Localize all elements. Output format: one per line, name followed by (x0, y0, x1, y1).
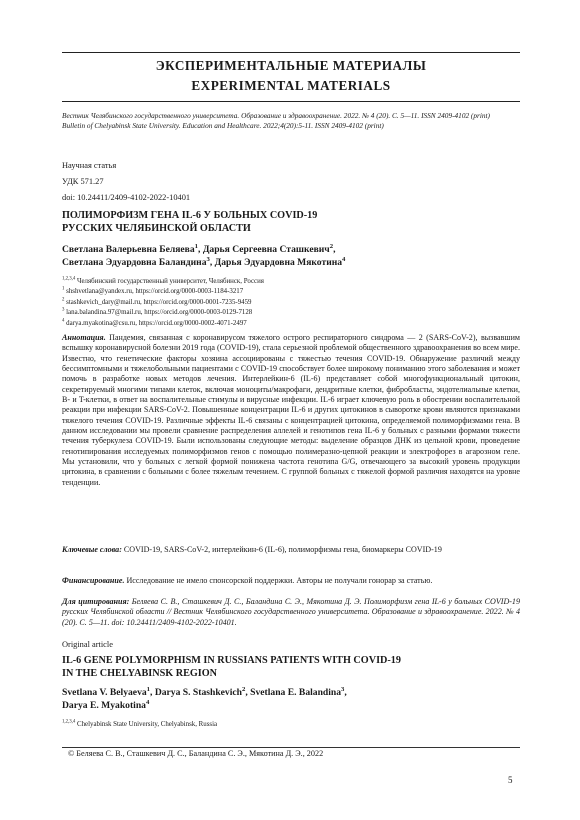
funding-label: Финансирование. (62, 576, 125, 585)
affiliation-org-text: Челябинский государственный университет, Челябинск, Россия (75, 278, 264, 285)
author-3: Светлана Эдуардовна Баландина (62, 256, 207, 268)
authors-en-line1 (62, 687, 520, 700)
authors-ru-line1: Светлана Валерьевна Беляева$^1$, Дарья Сергеевна Сташкевич$^2$, (62, 242, 336, 255)
citation (62, 597, 520, 628)
email-3-text: lana.balandina.97@mail.ru, https://orcid.org/0000-0003-0129-7128 (64, 309, 253, 317)
article-title-en (62, 655, 520, 680)
header-bottom-rule (62, 101, 520, 102)
authors-en-line2 (62, 700, 520, 713)
affiliation-en-text: Chelyabinsk State University, Chelyabinsk, Russia (75, 721, 218, 728)
authors-ru (62, 244, 520, 269)
affiliation-email-2 (62, 298, 520, 308)
email-1-sup: 1 (62, 287, 65, 293)
page-number: 5 (508, 775, 513, 785)
author-en-2: , Darya S. Stashkevich (150, 687, 242, 698)
keywords-label: Ключевые слова: (62, 545, 122, 554)
doi: doi: 10.24411/2409-4102-2022-10401 (62, 193, 191, 202)
citation-text: Беляева С. В., Сташкевич Д. С., Баландина С. Э., Мякотина Д. Э. Полиморфизм гена IL-6 у больных COVID-19 русских Челябинской области // Вестник Челябинского государственного университета. Образование и здравоохранение. 2022. № 4 (20). С. 5—11. doi: 10.24411/2409-4102-2022-10401. (62, 597, 520, 627)
affiliation-en-sup: 1,2,3,4 (62, 719, 76, 725)
affiliation-org (62, 277, 520, 287)
author-1-sup: 1 (194, 242, 199, 250)
email-4-sup: 4 (62, 318, 65, 324)
email-3-sup: 3 (62, 307, 65, 313)
email-2-text: stashkevich_dary@mail.ru, https://orcid.org/0000-0001-7235-9459 (64, 298, 252, 306)
author-en-3: , Svetlana E. Balandina (245, 687, 342, 698)
author-en-3-sup: 3 (341, 685, 345, 693)
funding-text: Исследование не имело спонсорской поддержки. Авторы не получали гонорар за статью. (124, 576, 433, 585)
author-en-1-sup: 1 (146, 685, 151, 693)
author-4-sup: 4 (342, 255, 346, 263)
udc: УДК 571.27 (62, 177, 104, 186)
article-type-en: Original article (62, 640, 113, 649)
email-4-text: darya.myakotina@csu.ru, https://orcid.org/0000-0002-4071-2497 (64, 319, 247, 327)
author-2-sup: 2 (329, 242, 334, 250)
journal-info-en: Bulletin of Chelyabinsk State University. Education and Healthcare. 2022;4(20):5-11. ISSN 2409-4102 (print) (62, 121, 384, 131)
title-ru-line1: ПОЛИМОРФИЗМ ГЕНА IL-6 У БОЛЬНЫХ COVID-19 (62, 210, 318, 221)
citation-label: Для цитирования: (62, 597, 130, 606)
copyright-rule (62, 747, 520, 748)
affiliation-en (62, 720, 520, 730)
title-en-line2: IN THE CHELYABINSK REGION (62, 667, 218, 679)
section-title-ru: ЭКСПЕРИМЕНТАЛЬНЫЕ МАТЕРИАЛЫ (155, 58, 427, 73)
abstract-label: Аннотация. (62, 333, 106, 342)
keywords-text: COVID-19, SARS-CoV-2, интерлейкин-6 (IL-6), полиморфизмы гена, биомаркеры COVID-19 (121, 545, 442, 554)
email-1-text: shshvetlana@yandex.ru, https://orcid.org/0000-0003-1184-3217 (64, 288, 244, 296)
abstract-text: Пандемия, связанная с коронавирусом тяжелого острого респираторного синдрома — 2 (SARS-CoV-2), вызвавшим вспышку коронавирусной болезни 2019 года (COVID-19), стала серьезной проблемой общественного здравоохранения во всем мире. Известно, что генетические факторы хозяина ассоциированы с тяжестью течения COVID-19. Обнаружение различий между бессимптомными и тяжелобольными пациентами с COVID-19 способствует более широкому пониманию этого заболевания и может помочь в разработке новых методов лечения. Интерлейкин-6 (IL-6) представляет собой многофункциональный цитокин, секретируемый многими типами клеток, включая моноциты/макрофаги, дендритные клетки, фибробласты, эндотелиальные клетки, B- и T-клетки, в ответ на воспалительные стимулы и вирусные инфекции. IL-6 играет ключевую роль в обострении воспалительной реакции при инфекции SARS-CoV-2. Повышенные концентрации IL-6 и других цитокинов в сыворотке крови являются признаками тяжелого течения COVID-19. Различные эффекты IL-6 связаны с концентрацией цитокина, определяемой полиморфизмами гена. В данном исследовании мы провели сравнение распределения аллелей и генотипов гена IL-6 у больных с разными формами тяжести течения туберкулеза COVID-19. Были использованы следующие методы: выделение образцов ДНК из цельной крови, проведение генотипирования исследуемых полиморфизмов генов с помощью полимеразно-цепной реакции и электрофорез в агарозном геле. Мы установили, что у больных с легкой формой понижена частота генотипа G/G, отвечающего за высокий уровень продукции цитокина, в сравнении с больными с более тяжелым течением. С группой больных с тяжелой формой различия находятся на уровне тенденции. (62, 333, 520, 487)
author-4: , Дарья Эдуардовна Мякотина (209, 256, 343, 268)
affiliation-email-4 (62, 319, 520, 329)
article-type: Научная статья (62, 161, 117, 170)
article-title-ru (62, 210, 520, 235)
keywords (62, 545, 520, 555)
journal-info-ru: Вестник Челябинского государственного университета. Образование и здравоохранение. 2022. № 4 (20). С. 5—11. ISSN 2409-4102 (print) (62, 111, 490, 120)
author-en-4: Darya E. Myakotina (62, 699, 146, 711)
author-en-4-sup: 4 (145, 698, 150, 706)
author-2: , Дарья Сергеевна Сташкевич (198, 244, 330, 255)
affiliation-email-1 (62, 287, 520, 297)
authors-en (62, 687, 520, 712)
author-en-separator: , (344, 687, 347, 698)
author-3-sup: 3 (206, 255, 210, 263)
section-title-en: EXPERIMENTAL MATERIALS (191, 78, 391, 93)
author-1: Светлана Валерьевна Беляева (62, 244, 195, 255)
author-en-2-sup: 2 (241, 685, 246, 693)
affiliations-ru (62, 277, 520, 329)
title-ru-line2: РУССКИХ ЧЕЛЯБИНСКОЙ ОБЛАСТИ (62, 222, 251, 234)
authors-ru-line2 (62, 257, 520, 270)
affiliation-org-sup: 1,2,3,4 (62, 276, 76, 282)
funding (62, 576, 520, 586)
affiliation-email-3 (62, 308, 520, 318)
abstract (62, 333, 520, 488)
email-2-sup: 2 (62, 297, 65, 303)
copyright: © Беляева С. В., Сташкевич Д. С., Баландина С. Э., Мякотина Д. Э., 2022 (68, 749, 324, 758)
title-en-line1: IL-6 GENE POLYMORPHISM IN RUSSIANS PATIENTS WITH COVID-19 (62, 655, 401, 666)
journal-info (62, 111, 520, 132)
header-top-rule (62, 52, 520, 53)
author-en-1: Svetlana V. Belyaeva (62, 687, 147, 698)
